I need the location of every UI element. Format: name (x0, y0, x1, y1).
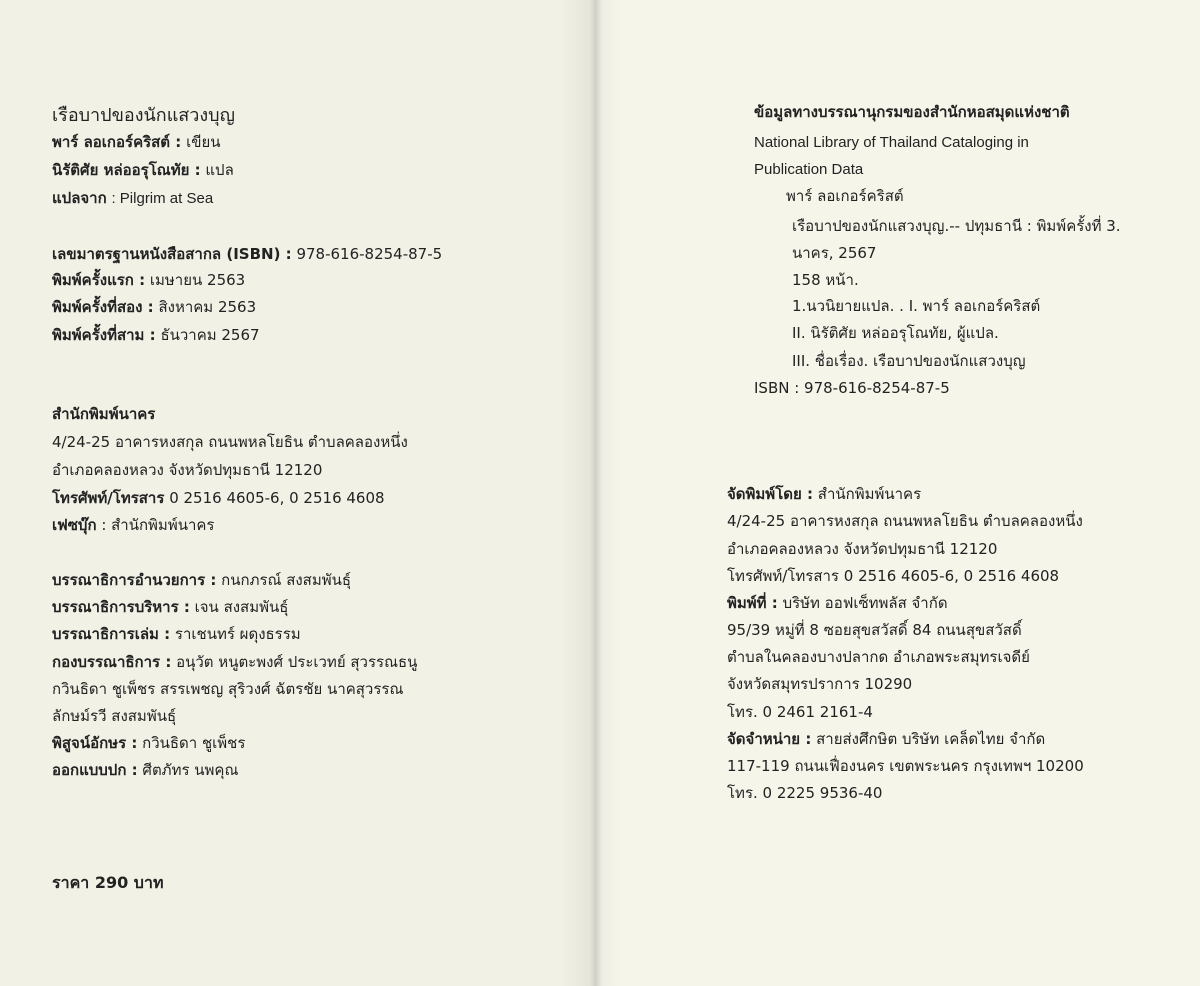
printer-address-2: ตำบลในคลองบางปลากด อำเภอพระสมุทรเจดีย์ (727, 648, 1030, 666)
cip-english-line1: National Library of Thailand Cataloging in (754, 134, 1029, 151)
cip-title-statement: เรือบาปของนักแสวงบุญ.-- ปทุมธานี : พิมพ์ครั้งที่ 3. (792, 217, 1121, 235)
book-editor-value: ราเชนทร์ ผดุงธรรม (174, 625, 301, 643)
cip-author: พาร์ ลอเกอร์คริสต์ (786, 187, 904, 205)
cip-english-line2: Publication Data (754, 161, 864, 178)
printer-address-1: 95/39 หมู่ที่ 8 ซอยสุขสวัสดิ์ 84 ถนนสุขสวัสดิ์ (727, 621, 1022, 639)
cip-series-title: III. ชื่อเรื่อง. เรือบาปของนักแสวงบุญ (792, 352, 1026, 370)
printer-value: บริษัท ออฟเซ็ทพลัส จำกัด (782, 594, 948, 612)
editorial-board-names-3: ลักษม์รวี สงสมพันธุ์ (52, 707, 177, 725)
publisher-address-2: อำเภอคลองหลวง จังหวัดปทุมธานี 12120 (727, 540, 998, 558)
book-title: เรือบาปของนักแสวงบุญ (52, 105, 235, 126)
cip-isbn: ISBN : 978-616-8254-87-5 (754, 379, 950, 397)
left-page-copyright (0, 0, 596, 986)
right-page-cataloging (596, 0, 1200, 986)
original-title-line (52, 188, 213, 209)
printer-address-3: จังหวัดสมุทรปราการ 10290 (727, 675, 913, 693)
isbn-value: 978-616-8254-87-5 (296, 245, 443, 263)
cip-subject: 1.นวนิยายแปล. . I. พาร์ ลอเกอร์คริสต์ (792, 297, 1041, 315)
author-label: พาร์ ลอเกอร์คริสต์ : (52, 133, 182, 151)
printer-line (727, 593, 948, 613)
cip-publisher-year: นาคร, 2567 (792, 244, 877, 262)
original-title-label: แปลจาก (52, 189, 107, 207)
cover-designer-label: ออกแบบปก : (52, 761, 138, 779)
managing-editor-label: บรรณาธิการบริหาร : (52, 598, 190, 616)
distributor-address: 117-119 ถนนเฟื่องนคร เขตพระนคร กรุงเทพฯ 10200 (727, 757, 1084, 775)
distributor-phone: โทร. 0 2225 9536-40 (727, 784, 883, 802)
book-editor-label: บรรณาธิการเล่ม : (52, 625, 171, 643)
cip-translator: II. นิรัติศัย หล่ออรุโณทัย, ผู้แปล. (792, 324, 999, 342)
editorial-board-names-2: กวินธิดา ชูเพ็ชร สรรเพชญ สุริวงศ์ ฉัตรชัย นาคสุวรรณ (52, 680, 404, 698)
proofreader-label: พิสูจน์อักษร : (52, 734, 138, 752)
printed-by-value: สำนักพิมพ์นาคร (817, 485, 922, 503)
distributor-label: จัดจำหน่าย : (727, 730, 812, 748)
distributor-line (727, 729, 1045, 749)
first-printing-line (52, 270, 245, 290)
cip-page-count: 158 หน้า. (792, 271, 859, 289)
editorial-board-label: กองบรรณาธิการ : (52, 653, 172, 671)
proofreader-line (52, 733, 245, 753)
printer-label: พิมพ์ที่ : (727, 594, 778, 612)
editorial-board-line (52, 652, 417, 672)
distributor-value: สายส่งศึกษิต บริษัท เคล็ดไทย จำกัด (816, 730, 1046, 748)
managing-editor-value: เจน สงสมพันธุ์ (194, 598, 289, 616)
publisher-name: สำนักพิมพ์นาคร (52, 405, 156, 423)
book-editor-line (52, 624, 301, 644)
third-printing-line (52, 325, 260, 345)
proofreader-value: กวินธิดา ชูเพ็ชร (142, 734, 246, 752)
printed-by-label: จัดพิมพ์โดย : (727, 485, 814, 503)
facebook-line (52, 515, 214, 535)
third-printing-label: พิมพ์ครั้งที่สาม : (52, 326, 156, 344)
translator-line (52, 160, 234, 180)
publisher-address-line2: อำเภอคลองหลวง จังหวัดปทุมธานี 12120 (52, 461, 323, 479)
printer-phone: โทร. 0 2461 2161-4 (727, 703, 873, 721)
isbn-line (52, 244, 442, 264)
second-printing-value: สิงหาคม 2563 (158, 298, 257, 316)
second-printing-label: พิมพ์ครั้งที่สอง : (52, 298, 154, 316)
publisher-phone: โทรศัพท์/โทรสาร 0 2516 4605-6, 0 2516 4608 (727, 567, 1060, 585)
cover-designer-line (52, 760, 238, 780)
editor-in-chief-value: กนกภรณ์ สงสมพันธุ์ (221, 571, 352, 589)
price-label: ราคา 290 บาท (52, 873, 164, 892)
facebook-value: : สำนักพิมพ์นาคร (101, 516, 215, 534)
cover-designer-value: ศีตภัทร นพคุณ (142, 761, 239, 779)
editor-in-chief-line (52, 570, 351, 590)
third-printing-value: ธันวาคม 2567 (160, 326, 260, 344)
first-printing-value: เมษายน 2563 (149, 271, 246, 289)
cip-title: ข้อมูลทางบรรณานุกรมของสำนักหอสมุดแห่งชาติ (754, 103, 1070, 121)
publisher-phone-line (52, 488, 385, 508)
publisher-phone-label: โทรศัพท์/โทรสาร (52, 489, 165, 507)
author-line (52, 132, 221, 152)
publisher-phone-value: 0 2516 4605-6, 0 2516 4608 (169, 489, 385, 507)
first-printing-label: พิมพ์ครั้งแรก : (52, 271, 146, 289)
original-title-value: : Pilgrim at Sea (111, 190, 214, 207)
isbn-label: เลขมาตรฐานหนังสือสากล (ISBN) : (52, 245, 292, 263)
editorial-board-names-1: อนุวัต หนูตะพงศ์ ประเวทย์ สุวรรณธนู (176, 653, 418, 671)
publisher-address-line1: 4/24-25 อาคารหงสกุล ถนนพหลโยธิน ตำบลคลองหนึ่ง (52, 433, 408, 451)
printed-by-line (727, 484, 921, 504)
author-role: เขียน (186, 133, 221, 151)
translator-label: นิรัติศัย หล่ออรุโณทัย : (52, 161, 201, 179)
second-printing-line (52, 297, 256, 317)
publisher-address-1: 4/24-25 อาคารหงสกุล ถนนพหลโยธิน ตำบลคลองหนึ่ง (727, 512, 1083, 530)
editor-in-chief-label: บรรณาธิการอำนวยการ : (52, 571, 217, 589)
managing-editor-line (52, 597, 288, 617)
facebook-label: เฟซบุ๊ก (52, 516, 97, 534)
translator-role: แปล (205, 161, 234, 179)
